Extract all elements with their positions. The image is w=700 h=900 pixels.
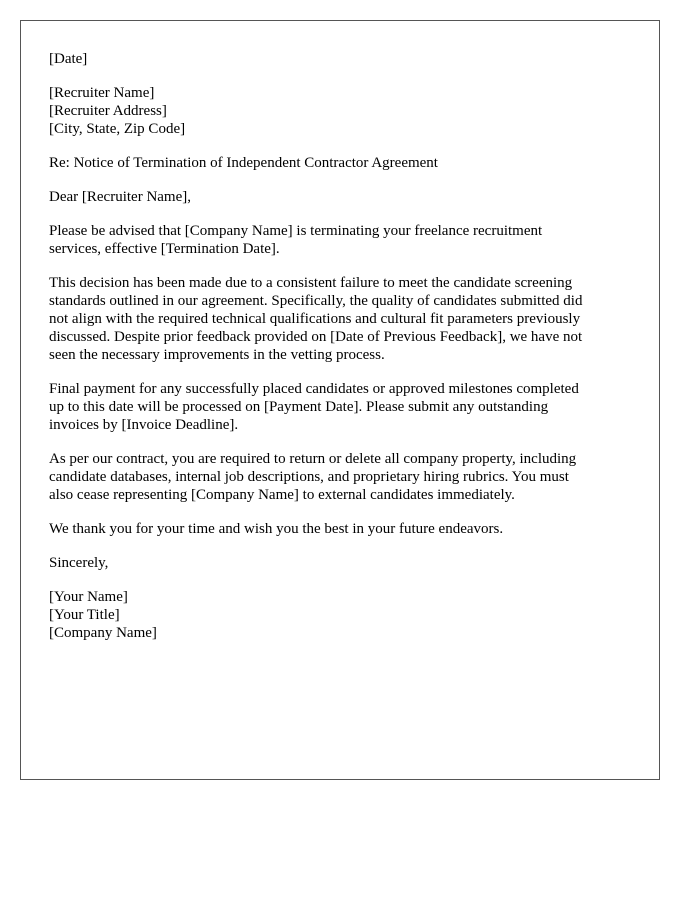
salutation-text: Dear [Recruiter Name],: [49, 189, 192, 205]
paragraph-line: This decision has been made due to a consistent failure to meet the candidate screening: [49, 275, 573, 291]
recruiter-city: [City, State, Zip Code]: [49, 121, 186, 137]
paragraph-4: [49, 450, 659, 504]
paragraph-line: services, effective [Termination Date].: [49, 241, 280, 257]
paragraph-line: seen the necessary improvements in the vetting process.: [49, 347, 385, 363]
recruiter-name: [Recruiter Name]: [49, 85, 155, 101]
paragraph-line: standards outlined in our agreement. Specifically, the quality of candidates submitted did: [49, 293, 583, 309]
paragraph-line: As per our contract, you are required to return or delete all company property, including: [49, 451, 577, 467]
paragraph-5: [49, 520, 659, 538]
paragraph-line: We thank you for your time and wish you the best in your future endeavors.: [49, 521, 504, 537]
letter: [20, 20, 660, 780]
sender-name: [Your Name]: [49, 589, 128, 605]
paragraph-line: also cease representing [Company Name] to external candidates immediately.: [49, 487, 515, 503]
paragraph-line: not align with the required technical qualifications and cultural fit parameters previously: [49, 311, 581, 327]
paragraph-1: [49, 222, 659, 258]
recipient-address: [49, 84, 659, 138]
salutation: [49, 188, 659, 206]
paragraph-line: invoices by [Invoice Deadline].: [49, 417, 239, 433]
sender-company: [Company Name]: [49, 625, 157, 641]
paragraph-line: candidate databases, internal job descriptions, and proprietary hiring rubrics. You must: [49, 469, 569, 485]
signature-block: [49, 588, 659, 642]
date-text: [Date]: [49, 51, 88, 67]
paragraph-3: [49, 380, 659, 434]
subject-text: Re: Notice of Termination of Independent Contractor Agreement: [49, 155, 438, 171]
closing-text: Sincerely,: [49, 555, 109, 571]
sender-title: [Your Title]: [49, 607, 120, 623]
date: [49, 50, 659, 68]
paragraph-line: Please be advised that [Company Name] is terminating your freelance recruitment: [49, 223, 543, 239]
paragraph-2: [49, 274, 659, 364]
recruiter-address: [Recruiter Address]: [49, 103, 167, 119]
closing: [49, 554, 659, 572]
paragraph-line: up to this date will be processed on [Payment Date]. Please submit any outstanding: [49, 399, 549, 415]
paragraph-line: discussed. Despite prior feedback provided on [Date of Previous Feedback], we have not: [49, 329, 583, 345]
paragraph-line: Final payment for any successfully placed candidates or approved milestones completed: [49, 381, 579, 397]
subject-line: [49, 154, 659, 172]
